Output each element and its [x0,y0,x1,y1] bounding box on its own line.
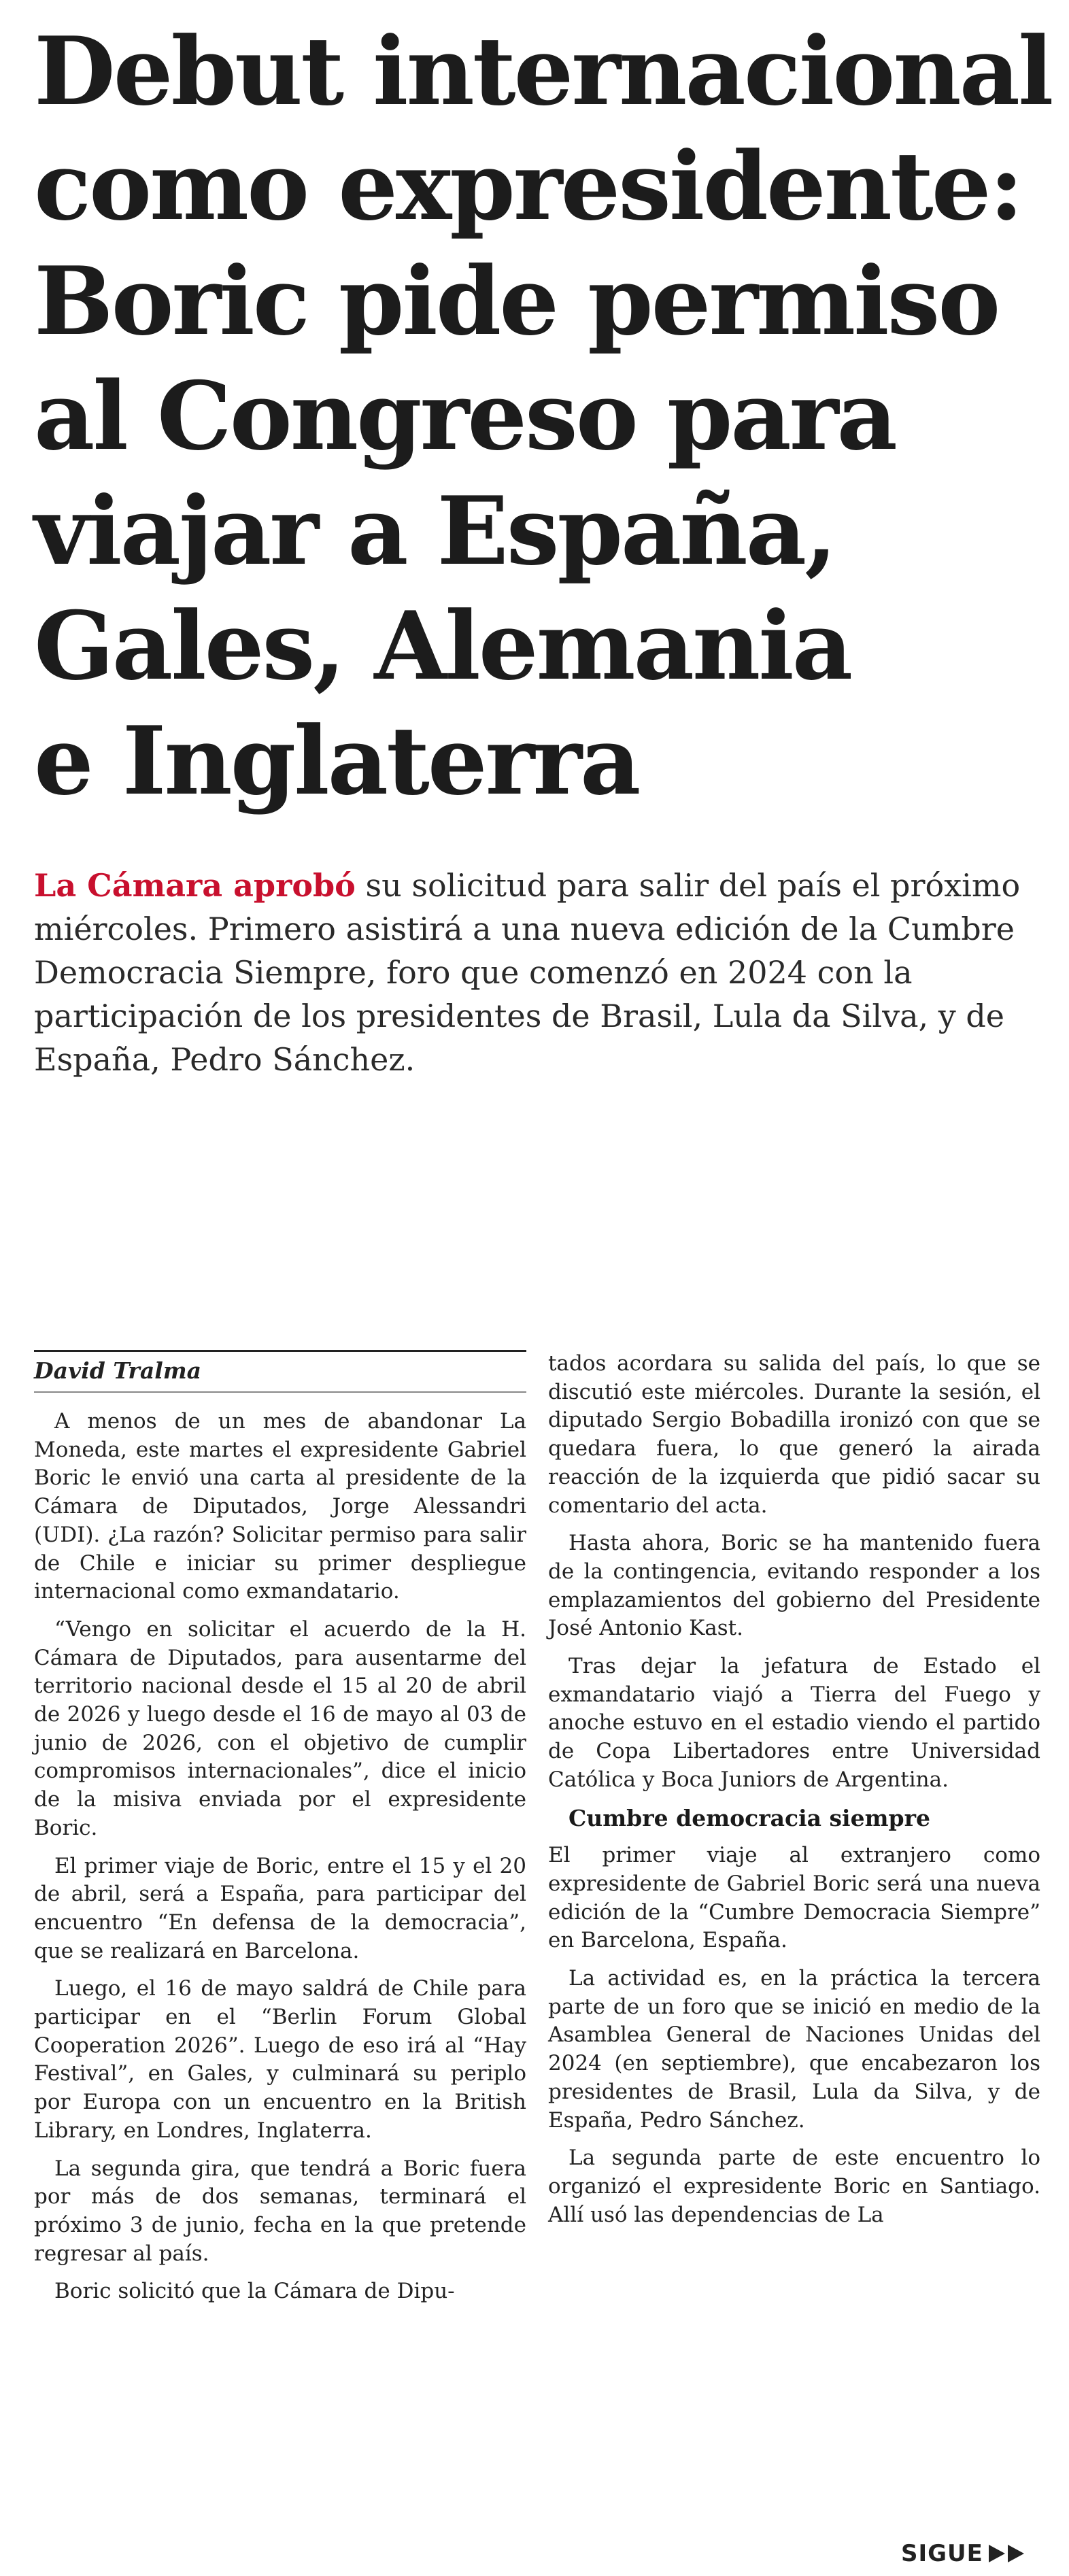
paragraph: Boric solicitó que la Cámara de Dipu- [54,2279,455,2304]
paragraph: Hasta ahora, Boric se ha mantenido fuera de la contingencia, evitando responder a los emplazamientos del gobierno del Presidente José Antonio Kast. [548,1531,1040,1641]
headline-line: viajar a España, [34,475,836,586]
headline-line: como expresidente: [34,131,1022,241]
paragraph: El primer viaje de Boric, entre el 15 y el 20 de abril, será a España, para participar del encuentro “En defensa de la democracia”, que se realizará en Barcelona. [34,1853,526,1963]
paragraph: La actividad es, en la práctica la tercera parte de un foro que se inició en medio de la Asamblea General de Naciones Unidas del 2024 (en septiembre), que encabezaron los presidentes de Brasil, Lula da Silva, y de España, Pedro Sánchez. [548,1966,1040,2133]
deck [34,864,1054,1081]
headline-line: e Inglaterra [34,705,639,816]
continue-marker [901,2540,1027,2567]
paragraph: El primer viaje al extranjero como expresidente de Gabriel Boric será una nueva edición de la “Cumbre Democracia Siempre” en Barcelona, España. [548,1843,1040,1953]
paragraph: “Vengo en solicitar el acuerdo de la H. Cámara de Diputados, para ausentarme del territorio nacional desde el 15 al 20 de abril de 2026 y luego desde el 16 de mayo al 03 de junio de 2026, con el objetivo de cumplir compromisos internacionales”, dice el inicio de la misiva enviada por el expresidente Boric. [34,1616,526,1840]
paragraph: Tras dejar la jefatura de Estado el exmandatario viajó a Tierra del Fuego y anoche estuvo en el estadio viendo el partido de Copa Libertadores entre Universidad Católica y Boca Juniors de Argentina. [548,1654,1040,1792]
sigue-label: SIGUE [901,2540,983,2567]
column-right [548,1350,1040,2520]
double-arrow-icon [989,2543,1027,2564]
paragraph: La segunda gira, que tendrá a Boric fuera por más de dos semanas, terminará el próximo 3 de junio, fecha en la que pretende regresar al país. [34,2156,526,2266]
headline-line: Debut internacional [34,16,1052,126]
paragraph: Luego, el 16 de mayo saldrá de Chile para participar en el “Berlin Forum Global Cooperation 2026”. Luego de eso irá al “Hay Festival”, en Gales, y culminará su periplo por Europa con un encuentro en la British Library, en Londres, Inglaterra. [34,1976,526,2143]
article-body [34,1350,1040,2520]
paragraph: A menos de un mes de abandonar La Moneda, este martes el expresidente Gabriel Boric le envió una carta al presidente de la Cámara de Diputados, Jorge Alessandri (UDI). ¿La razón? Solicitar permiso para salir de Chile e iniciar su primer despliegue internacional como exmandatario. [34,1409,526,1604]
headline-line: Boric pide permiso [34,245,999,356]
paragraph: La segunda parte de este encuentro lo organizó el expresidente Boric en Santiago. Allí usó las dependencias de La [548,2146,1040,2227]
paragraph-continuation: tados acordara su salida del país, lo que se discutió este miércoles. Durante la sesión, el diputado Sergio Bobadilla ironizó con que se quedara fuera, lo que generó la airada reacción de la izquierda que pidió sacar su comentario del acta. [548,1351,1040,1518]
subhead: Cumbre democracia siempre [569,1804,930,1831]
headline-line: al Congreso para [34,360,896,471]
deck-text: su solicitud para salir del país el próximo miércoles. Primero asistirá a una nueva edición de la Cumbre Democracia Siempre, foro que comenzó en 2024 con la participación de los presidentes de Brasil, Lula da Silva, y de España, Pedro Sánchez. [34,867,1021,1078]
column-left [34,1350,526,2520]
headline [34,14,1052,818]
headline-line: Gales, Alemania [34,590,851,701]
deck-lead: La Cámara aprobó [34,867,356,904]
byline: David Tralma [34,1350,526,1393]
